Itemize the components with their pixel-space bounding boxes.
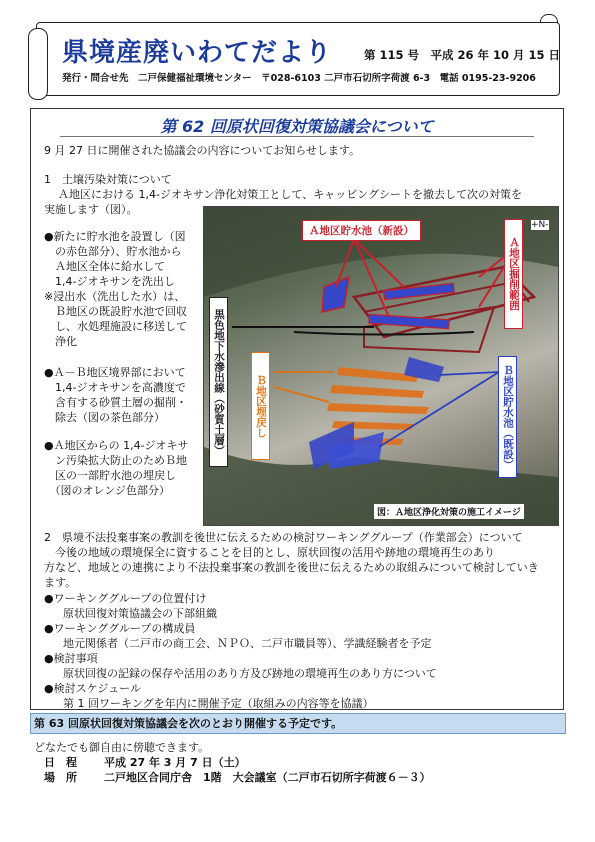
bullet-line: 浄化: [44, 335, 77, 348]
bullet-line: 含有する砂質土層の掘削・: [44, 396, 187, 409]
wg-items: [44, 591, 437, 711]
wg-item-body: 原状回復対策協議会の下部組織: [52, 607, 217, 620]
new-pond: [322, 277, 349, 312]
date-value: 平成 27 年 3 月 7 日（土）: [104, 756, 246, 769]
bullet-line: し、水処理施設に移送して: [44, 320, 187, 333]
label-backfill: Ｂ地区埋戻し: [251, 352, 270, 460]
section2-line: 今後の地域の環境保全に資することを目的とし、原状回復の活用や跡地の環境再生のあり: [44, 546, 495, 559]
label-excavation-range: Ａ地区掘削範囲: [504, 219, 523, 329]
wg-item-head: ●ワーキンググループの位置付け: [44, 592, 207, 605]
seepage-line: [294, 332, 474, 335]
place-value: 二戸地区合同庁舎 1階 大会議室（二戸市石切所字荷渡６－３）: [104, 771, 431, 784]
north-arrow-icon: +N-: [531, 220, 549, 230]
date-label: 日 程: [44, 756, 77, 769]
section2-body: [44, 545, 539, 590]
notice-bar-text: 第 63 回原状回復対策協議会を次のとおり開催する予定です。: [34, 717, 343, 730]
bullet-line: （図のオレンジ色部分）: [44, 484, 170, 497]
place-label: 場 所: [44, 771, 77, 784]
bullet-backfill: [44, 438, 189, 498]
section1-title: 1 土壌汚染対策について: [44, 173, 172, 186]
bullet-line: ※浸出水（洗出した水）は、: [44, 290, 186, 303]
label-new-pond: Ａ地区貯水池（新設）: [302, 220, 421, 241]
bullet-line: 1,4-ジオキサンを高濃度で: [44, 381, 186, 394]
notice-line: どなたでも御自由に傍聴できます。: [34, 741, 210, 754]
scroll-curl-left: [28, 28, 48, 100]
bullet-excavation: [44, 365, 187, 425]
bullet-line: 区の一部貯水池の埋戻し: [44, 469, 176, 482]
publisher-info: 発行・問合せ先 二戸保健福祉環境センター 〒028-6103 二戸市石切所字荷渡 6-3 電話 0195-23-9206: [62, 73, 536, 84]
bullet-line: 1,4-ジオキサンを洗出し: [44, 275, 175, 288]
section1-line: 実施します（図）。: [44, 203, 138, 216]
heading-divider: [60, 136, 534, 137]
wg-item-body: 地元関係者（二戸市の商工会、ＮＰＯ、二戸市職員等）、学識経験者を予定: [52, 637, 432, 650]
article-heading: 第 62 回原状回復対策協議会について: [160, 117, 434, 136]
section2-line: ます。: [44, 576, 77, 589]
section2-title: 2 県境不法投棄事案の教訓を後世に伝えるための検討ワーキンググループ（作業部会）について: [44, 531, 523, 544]
figure-caption: 図：Ａ地区浄化対策の施工イメージ: [374, 504, 524, 519]
newsletter-title: 県境産廃いわてだより: [62, 38, 333, 68]
section1-line: Ａ地区における 1,4-ジオキサン浄化対策工として、キャッピングシートを撤去して次の対策を: [58, 188, 522, 201]
bullet-new-pond: [44, 229, 187, 349]
section2-line: 方など、地域との連携により不法投棄事案の教訓を後世に伝えるための取組みについて検討していき: [44, 561, 539, 574]
bullet-line: 除去（図の茶色部分）: [44, 411, 165, 424]
bullet-line: Ａ地区全体に給水して: [44, 260, 165, 273]
new-pond: [384, 283, 455, 299]
label-seepage-line: 黒色地下水滲出線（砂質土層）: [209, 297, 228, 467]
intro-text: 9 月 27 日に開催された協議会の内容についてお知らせします。: [44, 144, 361, 157]
bullet-line: Ｂ地区の既設貯水池で回収: [44, 305, 187, 318]
orange-arrows: [274, 372, 334, 402]
wg-item-head: ●検討事項: [44, 652, 98, 665]
wg-item-body: 第 1 回ワーキングを年内に開催予定（取組みの内容等を協議）: [52, 697, 374, 710]
bullet-line: ●Ａ－Ｂ地区境界部において: [44, 366, 186, 379]
wg-item-head: ●ワーキンググループの構成員: [44, 622, 196, 635]
issue-info: 第 115 号 平成 26 年 10 月 15 日: [364, 48, 561, 62]
wg-item-head: ●検討スケジュール: [44, 682, 141, 695]
wg-item-body: 原状回復の記録の保存や活用のあり方及び跡地の環境再生のあり方について: [52, 667, 437, 680]
bullet-line: ●新たに貯水池を設置し（図: [44, 230, 186, 243]
bullet-line: ン汚染拡大防止のためＢ地: [44, 454, 187, 467]
bullet-line: の赤色部分）、貯水池から: [44, 245, 182, 258]
label-existing-pond: Ｂ地区貯水池（既設）: [498, 356, 517, 478]
bullet-line: ●Ａ地区からの 1,4-ジオキサ: [44, 439, 189, 452]
